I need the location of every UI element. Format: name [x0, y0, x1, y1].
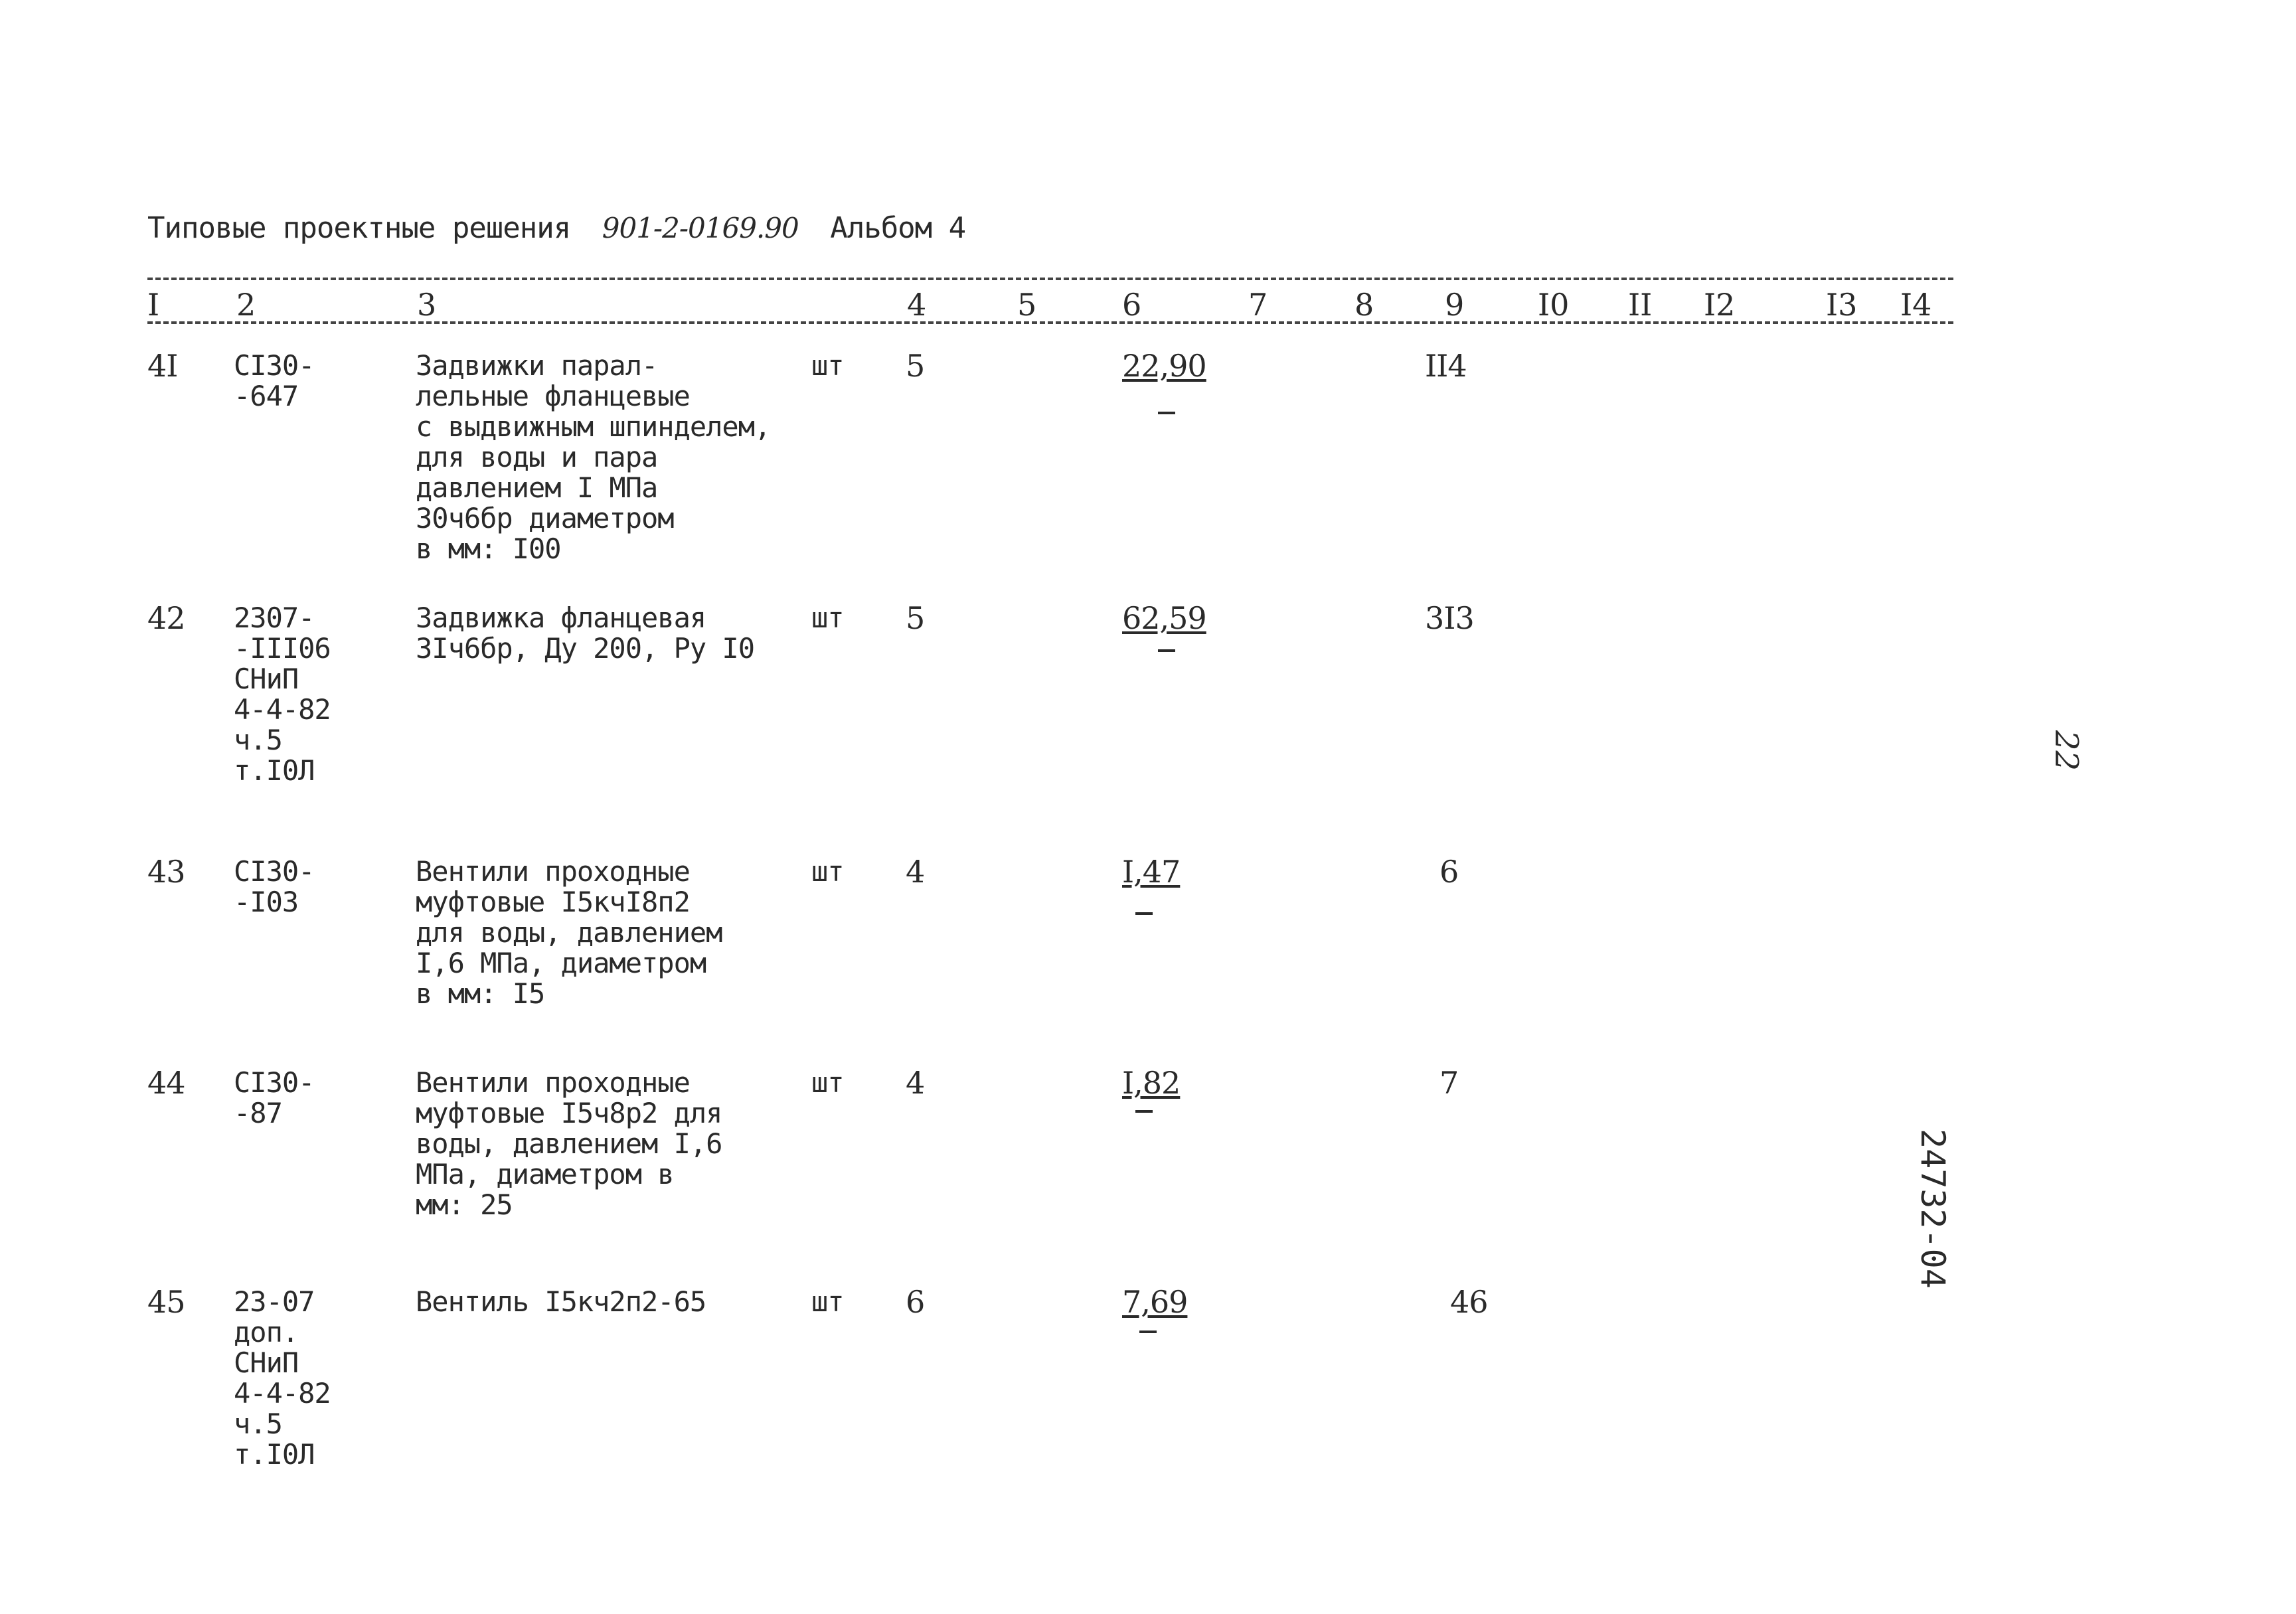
price-code: 2307- -III06 СНиП 4-4-82 ч.5 т.I0Л — [234, 602, 331, 787]
unit: шт — [811, 1066, 844, 1099]
table-top-rule — [147, 278, 1953, 280]
quantity: 5 — [906, 348, 925, 384]
unit: шт — [811, 602, 844, 634]
item-name: Задвижка фланцевая 3Iч6бр, Ду 200, Ру I0 — [416, 602, 755, 665]
column-number: 3 — [417, 287, 437, 323]
price-code: CI30- -87 — [234, 1066, 315, 1129]
column-number: I2 — [1704, 287, 1736, 323]
column-number: 8 — [1354, 287, 1374, 323]
quantity: 4 — [906, 1065, 925, 1101]
price-code: CI30- -647 — [234, 349, 315, 412]
table-header-rule — [147, 321, 1953, 324]
row-number: 45 — [147, 1284, 185, 1320]
total-cost: II4 — [1425, 348, 1467, 384]
item-name: Вентили проходные муфтовые I5ч8р2 для воды, давлением I,6 МПа, диаметром в мм: 25 — [416, 1066, 722, 1221]
unit-price: 22,90 — [1122, 348, 1206, 384]
header-prefix: Типовые проектные решения — [147, 211, 571, 245]
quantity: 4 — [906, 854, 925, 890]
column-number: 2 — [236, 287, 256, 323]
column-number: I — [147, 287, 160, 323]
document-header — [147, 211, 965, 245]
price-dash — [1135, 912, 1153, 915]
total-cost: 3I3 — [1425, 600, 1474, 636]
unit-price: I,47 — [1122, 854, 1181, 890]
project-code: 901-2-0169.90 — [602, 212, 799, 244]
unit: шт — [811, 1285, 844, 1318]
row-number: 4I — [147, 348, 178, 384]
price-dash — [1158, 412, 1175, 414]
unit-price: I,82 — [1122, 1065, 1181, 1101]
total-cost: 6 — [1439, 854, 1459, 890]
column-number: I3 — [1826, 287, 1858, 323]
total-cost: 46 — [1450, 1284, 1488, 1320]
total-cost: 7 — [1439, 1065, 1459, 1101]
column-number: I0 — [1538, 287, 1570, 323]
price-code: 23-07 доп. СНиП 4-4-82 ч.5 т.I0Л — [234, 1285, 331, 1471]
sheet-number: 22 — [2048, 730, 2085, 771]
item-name: Вентили проходные муфтовые I5кчI8п2 для воды, давлением I,6 МПа, диаметром в мм: I5 — [416, 855, 722, 1010]
column-number: 4 — [907, 287, 927, 323]
item-name: Задвижки парал- лельные фланцевые с выдвижным шпинделем, для воды и пара давлением I МПа 30ч6бр диаметром в мм: I00 — [416, 349, 771, 565]
column-number: 6 — [1122, 287, 1142, 323]
column-number: 5 — [1017, 287, 1037, 323]
row-number: 44 — [147, 1065, 185, 1101]
unit: шт — [811, 855, 844, 888]
row-number: 42 — [147, 600, 185, 636]
row-number: 43 — [147, 854, 185, 890]
registration-number: 24732-04 — [1914, 1129, 1952, 1289]
quantity: 6 — [906, 1284, 925, 1320]
album-label: Альбом 4 — [830, 211, 966, 245]
unit-price: 7,69 — [1122, 1284, 1188, 1320]
column-number: 7 — [1248, 287, 1268, 323]
unit: шт — [811, 349, 844, 382]
column-number: I4 — [1900, 287, 1932, 323]
column-number: II — [1628, 287, 1653, 323]
price-code: CI30- -I03 — [234, 855, 315, 918]
price-dash — [1139, 1331, 1157, 1333]
item-name: Вентиль I5кч2п2-65 — [416, 1285, 706, 1318]
unit-price: 62,59 — [1122, 600, 1206, 636]
price-dash — [1135, 1110, 1153, 1113]
quantity: 5 — [906, 600, 925, 636]
price-dash — [1158, 649, 1175, 652]
column-number: 9 — [1445, 287, 1465, 323]
